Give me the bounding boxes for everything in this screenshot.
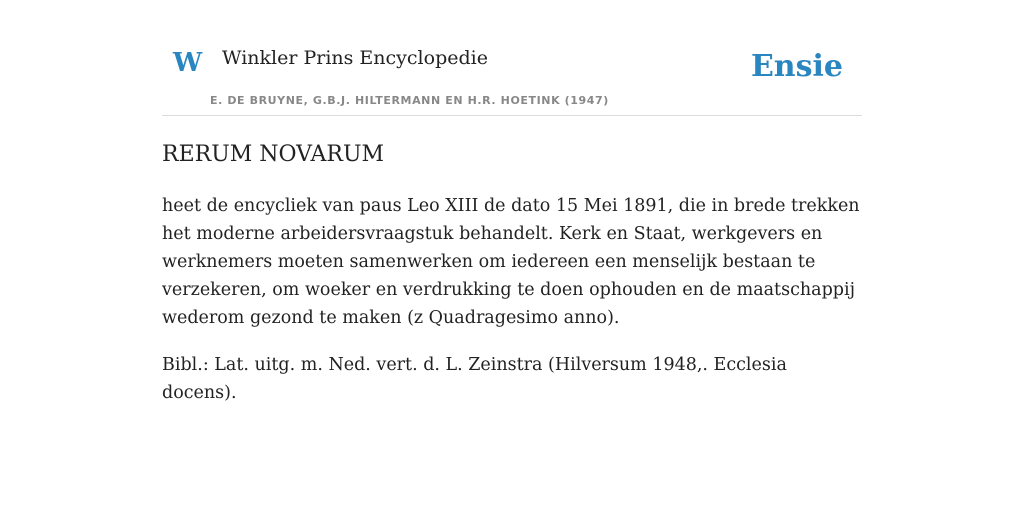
entry-title: RERUM NOVARUM — [162, 142, 385, 167]
publication-authors: E. DE BRUYNE, G.B.J. HILTERMANN EN H.R. HOETINK (1947) — [210, 94, 609, 107]
ensie-logo-link[interactable]: Ensie — [750, 49, 843, 84]
publication-logo[interactable]: W — [173, 48, 203, 78]
header — [162, 0, 862, 116]
publication-title[interactable]: Winkler Prins Encyclopedie — [222, 47, 488, 69]
entry-body — [162, 192, 862, 426]
entry-paragraph: heet de encycliek van paus Leo XIII de dato 15 Mei 1891, die in brede trekken het moderne arbeidersvraagstuk behandelt. Kerk en Staat, werkgevers en werknemers moeten samenwerken om iedereen een menselijk bestaan te verzekeren, om woeker en verdrukking te doen ophouden en de maatschappij wederom gezond te maken (z Quadragesimo anno). — [162, 196, 860, 328]
page-container — [162, 0, 862, 403]
entry-bibliography: Bibl.: Lat. uitg. m. Ned. vert. d. L. Zeinstra (Hilversum 1948,. Ecclesia docens). — [162, 355, 787, 403]
